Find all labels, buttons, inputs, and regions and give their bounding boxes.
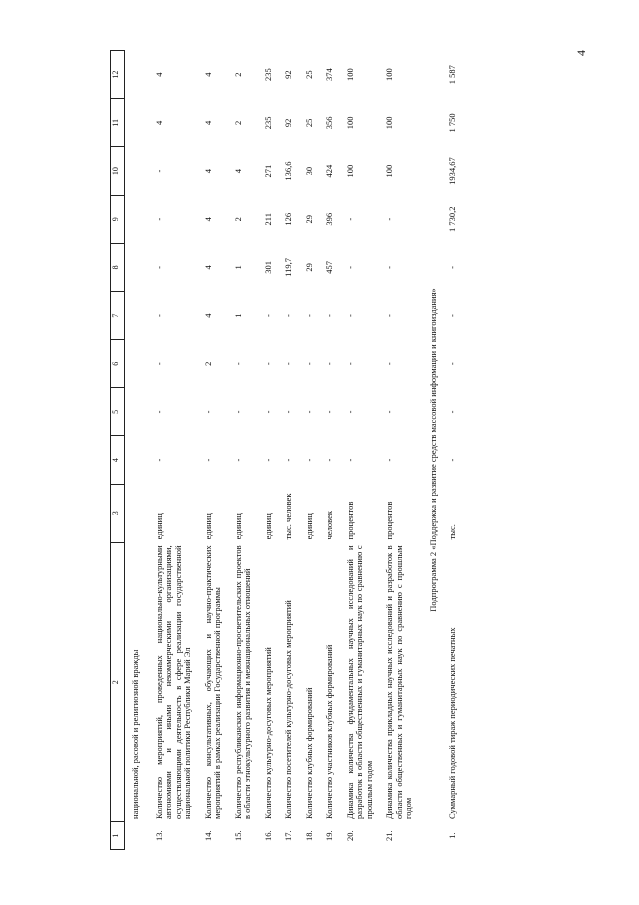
column-header: 2 — [111, 542, 125, 822]
table-row — [342, 51, 382, 850]
indicator-value: - — [384, 362, 395, 366]
indicator-value: - — [384, 217, 395, 221]
indicator-value: 25 — [303, 70, 314, 79]
unit-of-measure: тыс. — [447, 524, 458, 540]
indicator-name: Количество посетителей культурно-досуговых мероприятий — [283, 600, 294, 819]
table-row — [381, 51, 421, 850]
indicator-value: 211 — [262, 213, 273, 226]
indicator-value: 100 — [344, 68, 355, 82]
table-body — [125, 51, 465, 850]
indicator-value: - — [344, 458, 355, 462]
indicator-value: 100 — [384, 116, 395, 130]
indicator-value: - — [283, 410, 294, 414]
subprogram-title: Подпрограмма 2 «Поддержка и развитие средств массовой информации и книгоиздания» — [427, 288, 438, 612]
indicator-name: Количество участников клубных формирований — [324, 644, 335, 819]
row-number: 15. — [232, 830, 243, 842]
indicator-value: 2 — [232, 217, 243, 222]
indicator-value: - — [324, 410, 335, 414]
subprogram-heading-row — [421, 51, 445, 850]
column-header: 5 — [111, 388, 125, 436]
indicator-value: - — [344, 362, 355, 366]
indicator-value: 4 — [202, 217, 213, 222]
indicator-value: - — [153, 314, 164, 317]
table-row — [301, 51, 322, 850]
indicator-value: 25 — [303, 118, 314, 128]
indicator-value: 100 — [344, 116, 355, 130]
indicator-value: - — [324, 458, 335, 462]
indicator-value: 1 730,2 — [447, 206, 458, 232]
table-row — [280, 51, 301, 850]
indicator-value: 30 — [303, 166, 314, 176]
indicator-value: 235 — [262, 68, 273, 82]
indicator-value: 4 — [202, 168, 213, 174]
row-number: 16. — [262, 830, 273, 842]
indicator-value: 92 — [283, 118, 294, 128]
indicator-value: - — [344, 314, 355, 317]
indicator-value: - — [232, 362, 243, 366]
indicator-value: 4 — [153, 72, 164, 77]
indicator-value: - — [232, 410, 243, 414]
indicator-value: 2 — [232, 72, 243, 77]
indicator-value: - — [153, 362, 164, 366]
row-number: 21. — [384, 830, 395, 842]
indicator-value: 1934,67 — [447, 157, 458, 185]
indicator-value: - — [447, 314, 458, 317]
indicator-value: - — [232, 458, 243, 462]
indicator-name: Количество клубных формирований — [303, 687, 314, 819]
indicator-value: - — [384, 410, 395, 414]
indicator-value: 29 — [303, 214, 314, 224]
indicator-value: - — [447, 410, 458, 414]
indicator-value: - — [283, 362, 294, 366]
indicator-name: Динамика количества прикладных научных исследований и разработок в области общественных и гуманитарных наук по сравнению с прошлым годом — [384, 545, 414, 819]
indicator-value: 100 — [344, 164, 355, 178]
indicator-value: - — [262, 362, 273, 366]
column-header: 1 — [111, 822, 125, 850]
indicator-value: 396 — [324, 212, 335, 226]
continuation-row — [125, 51, 151, 850]
indicator-value: 4 — [153, 120, 164, 126]
indicator-value: - — [153, 217, 164, 221]
column-header: 9 — [111, 195, 125, 243]
indicator-value: 457 — [324, 261, 335, 274]
indicator-value: - — [262, 314, 273, 317]
indicator-value: - — [344, 217, 355, 221]
indicator-value: 235 — [262, 116, 273, 130]
indicator-value: 4 — [202, 265, 213, 270]
unit-of-measure: единиц — [153, 513, 164, 540]
indicator-value: 4 — [202, 72, 213, 77]
indicator-value: - — [153, 169, 164, 173]
indicators-table — [110, 50, 465, 850]
indicator-value: 136,6 — [283, 161, 294, 181]
indicator-value: - — [303, 362, 314, 366]
row-number: 13. — [153, 830, 164, 842]
indicator-value: 2 — [202, 361, 213, 366]
unit-of-measure: единиц — [262, 513, 273, 540]
row-number: 19. — [324, 830, 335, 842]
indicator-value: - — [303, 314, 314, 317]
indicator-value: - — [384, 458, 395, 462]
row-number: 18. — [303, 830, 314, 842]
indicator-value: - — [447, 362, 458, 366]
row-number: 20. — [344, 830, 355, 842]
indicator-name: Количество консультативных, обучающих и научно-практических мероприятий в рамках реализации Государственной программы — [202, 545, 223, 819]
indicator-value: - — [283, 458, 294, 462]
row-number: 1. — [447, 832, 458, 839]
indicator-value: - — [303, 410, 314, 414]
unit-of-measure: человек — [324, 511, 335, 540]
unit-of-measure: тыс. человек — [283, 493, 294, 540]
indicator-name: Количество культурно-досуговых мероприятий — [262, 647, 273, 819]
column-header: 7 — [111, 291, 125, 339]
indicator-value: - — [153, 410, 164, 414]
indicator-value: 1 — [232, 265, 243, 270]
indicator-value: 374 — [324, 68, 335, 82]
indicator-value: - — [384, 314, 395, 317]
indicator-value: - — [324, 362, 335, 366]
indicator-value: - — [202, 410, 213, 414]
indicator-value: - — [283, 314, 294, 317]
indicator-value: 1 — [232, 313, 243, 318]
indicator-value: 301 — [262, 261, 273, 274]
indicator-name: Количество республиканских информационно-просветительских проектов в области этнокультурного развития и межнациональных отношений — [232, 545, 253, 819]
indicator-name: Динамика количества фундаментальных научных исследований и разработок в области общественных и гуманитарных наук по сравнению с прошлым годом — [344, 545, 374, 819]
indicator-value: - — [447, 265, 458, 269]
indicator-value: 29 — [303, 263, 314, 272]
table-row — [260, 51, 281, 850]
indicator-value: 4 — [202, 120, 213, 126]
unit-of-measure: процентов — [344, 501, 355, 540]
indicator-value: - — [324, 314, 335, 317]
table-row — [230, 51, 260, 850]
table-row — [200, 51, 230, 850]
unit-of-measure: единиц — [303, 513, 314, 540]
table-row — [151, 51, 200, 850]
indicator-value: - — [262, 458, 273, 462]
page-number: 4 — [574, 50, 588, 56]
indicator-value: 424 — [324, 164, 335, 178]
indicators-table-sheet — [110, 50, 630, 850]
column-number-header — [111, 51, 125, 850]
indicator-value: 1 750 — [447, 113, 458, 133]
indicator-value: - — [153, 265, 164, 269]
column-header: 4 — [111, 436, 125, 484]
indicator-value: 1 587 — [447, 65, 458, 85]
indicator-value: - — [447, 458, 458, 462]
indicator-value: 2 — [232, 120, 243, 126]
indicator-value: - — [303, 458, 314, 462]
column-header: 3 — [111, 484, 125, 542]
indicator-value: - — [344, 265, 355, 269]
table-row — [444, 51, 465, 850]
indicator-value: - — [202, 458, 213, 462]
indicator-value: - — [153, 458, 164, 462]
unit-of-measure: единиц — [202, 513, 213, 540]
indicator-name: Суммарный годовой тираж периодических печатных — [447, 627, 458, 819]
indicator-value: 126 — [283, 212, 294, 226]
indicator-value: - — [262, 410, 273, 414]
indicator-value: 356 — [324, 116, 335, 130]
indicator-value: 92 — [283, 70, 294, 79]
indicator-value: 119,7 — [283, 258, 294, 277]
indicator-value: - — [384, 265, 395, 269]
indicator-value: 100 — [384, 68, 395, 82]
column-header: 6 — [111, 340, 125, 388]
row-number: 14. — [202, 830, 213, 842]
column-header: 10 — [111, 147, 125, 195]
row-number: 17. — [283, 830, 294, 842]
column-header: 11 — [111, 99, 125, 147]
indicator-value: 4 — [232, 168, 243, 174]
indicator-value: 100 — [384, 164, 395, 178]
unit-of-measure: единиц — [232, 513, 243, 540]
indicator-value: 271 — [262, 164, 273, 178]
unit-of-measure: процентов — [384, 501, 395, 540]
indicator-name: Количество мероприятий, проведенных национально-культурными автономиями и иными некоммерческими организациями, осуществляющими деятельность в сфере реализации государственной национальной политики Республики Марий Эл — [153, 545, 193, 819]
continuation-text: национальной, расовой и религиозной вражды — [130, 649, 140, 819]
column-header: 8 — [111, 243, 125, 291]
indicator-value: - — [344, 410, 355, 414]
column-header: 12 — [111, 51, 125, 99]
table-row — [321, 51, 342, 850]
indicator-value: 4 — [202, 313, 213, 318]
